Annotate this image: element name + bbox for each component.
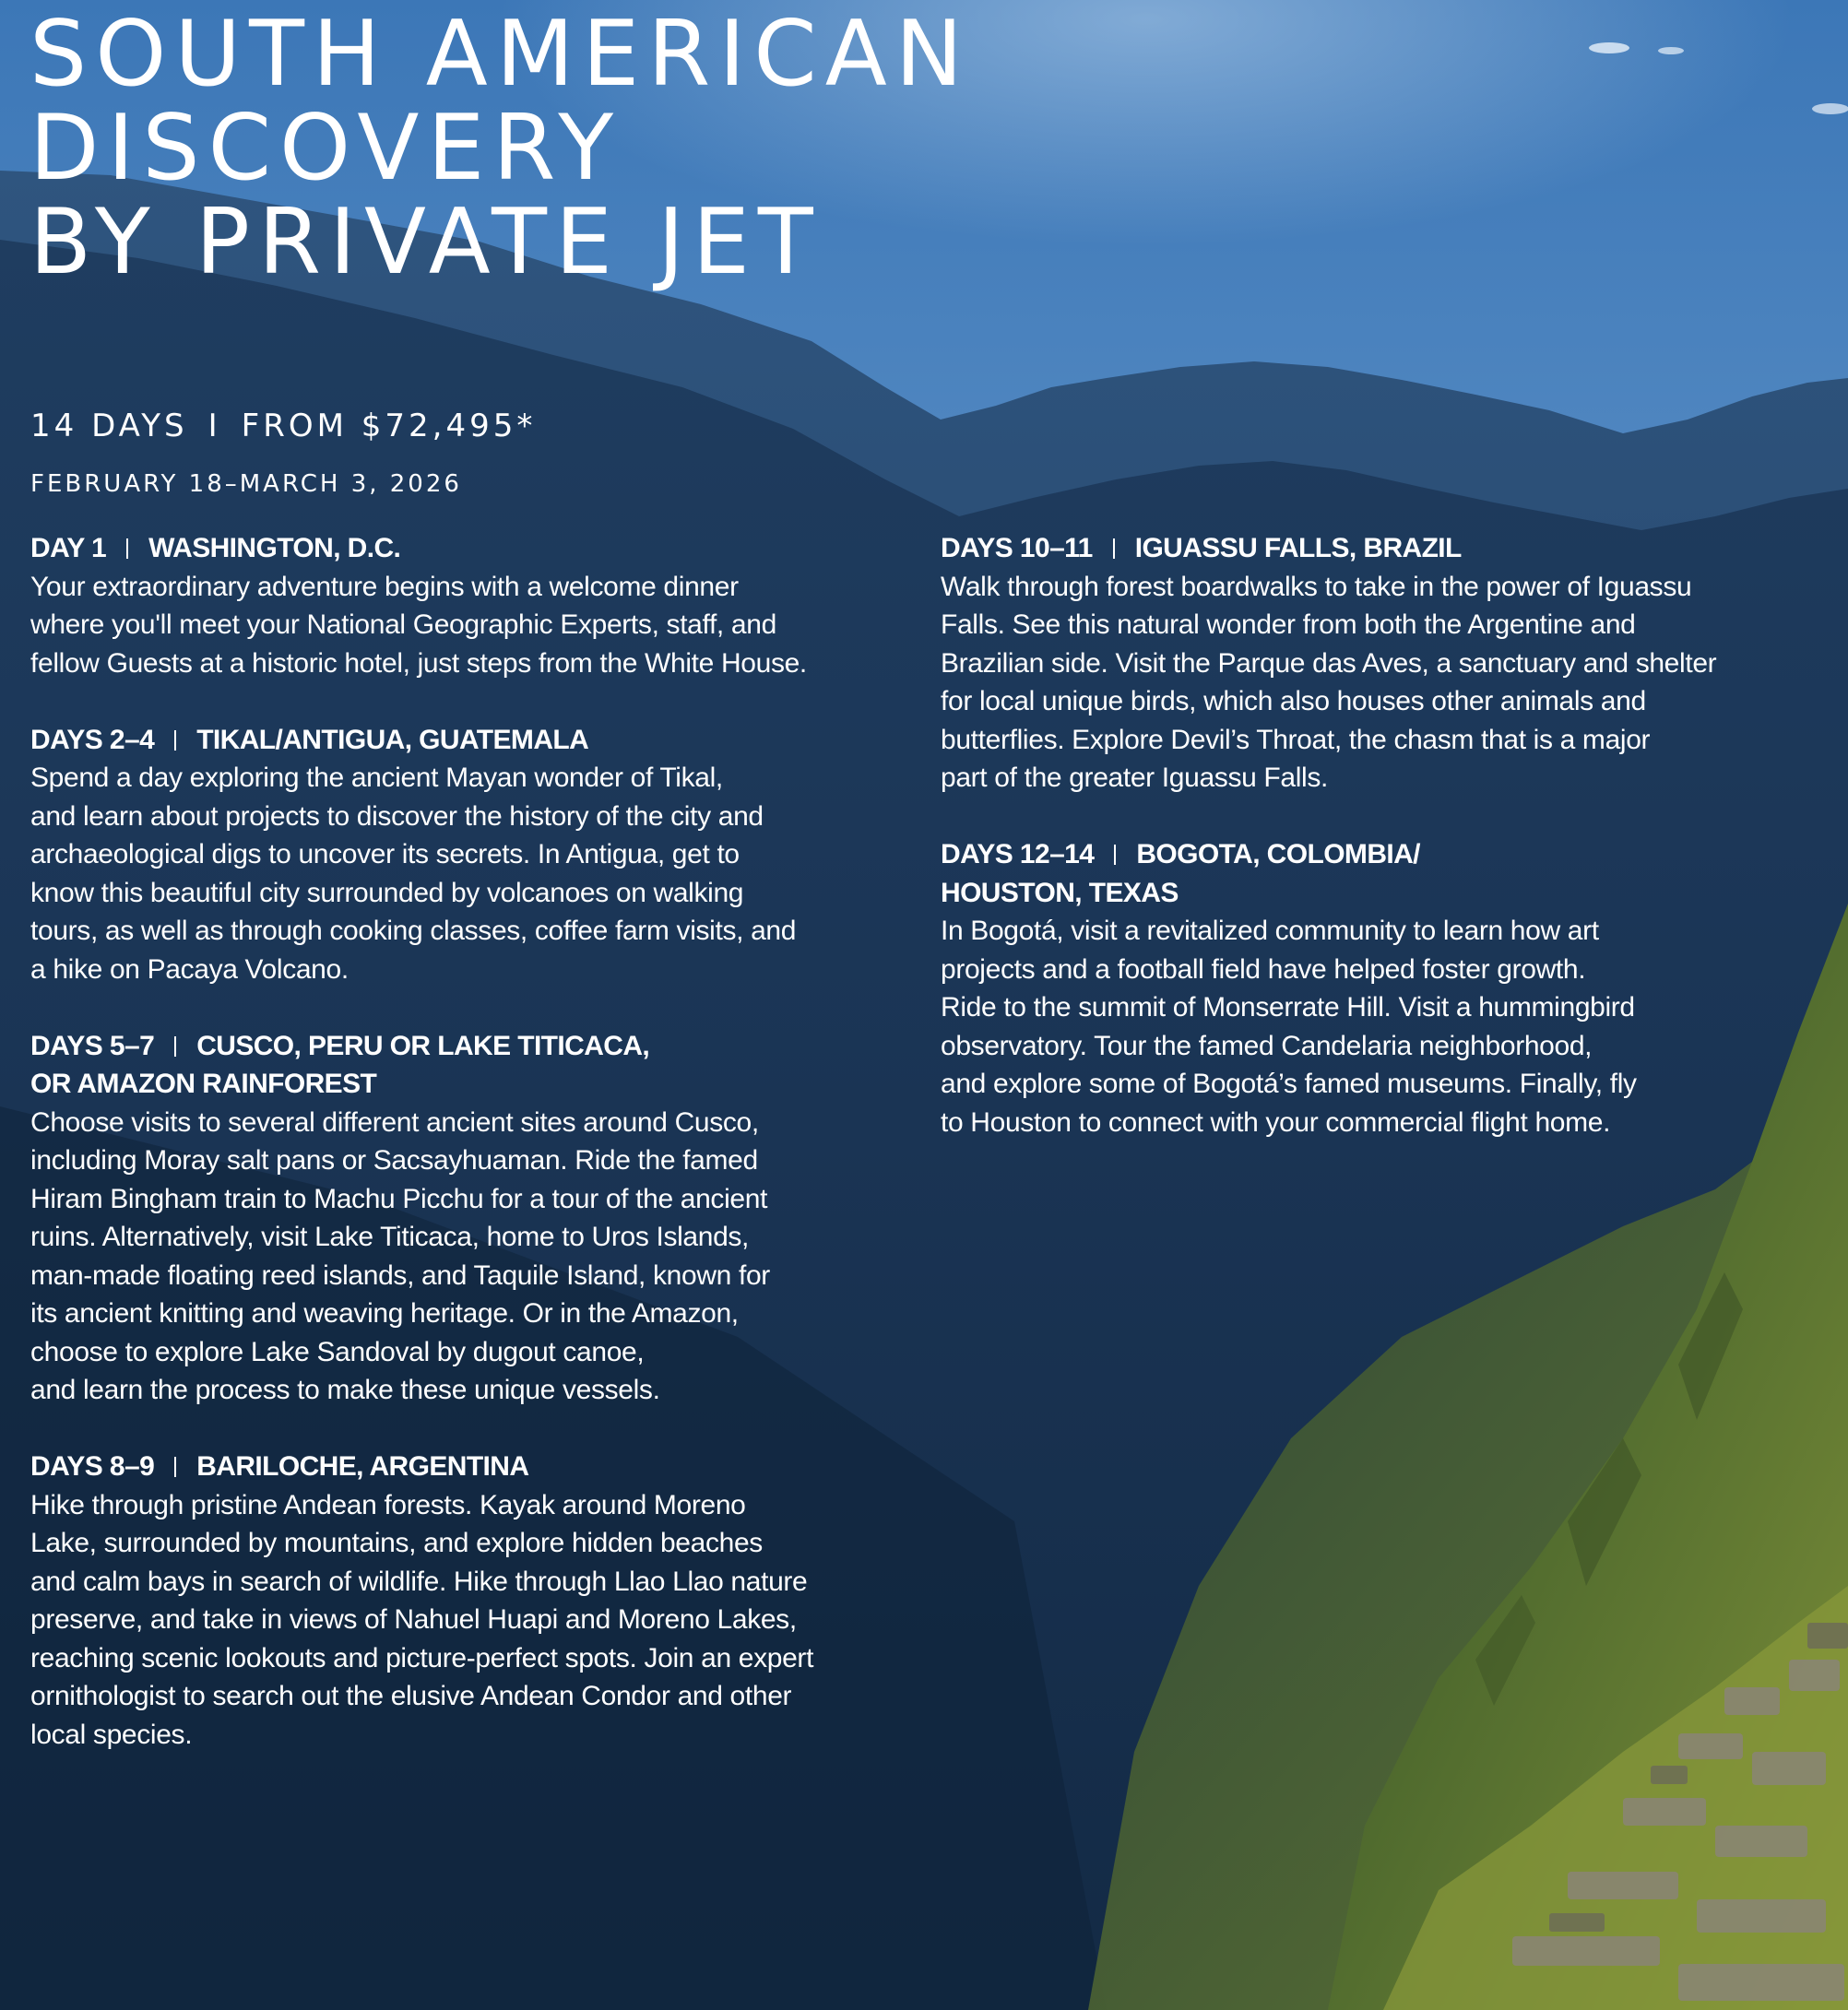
description-line: choose to explore Lake Sandoval by dugout canoe, xyxy=(30,1336,645,1367)
description-line: ruins. Alternatively, visit Lake Titicaca, home to Uros Islands, xyxy=(30,1222,750,1252)
title-line: BY PRIVATE JET xyxy=(30,190,822,295)
day-heading xyxy=(30,721,888,760)
description-line: archaeological digs to uncover its secrets. In Antigua, get to xyxy=(30,839,740,869)
itinerary-left-column xyxy=(30,529,888,1792)
description-line: know this beautiful city surrounded by volcanoes on walking xyxy=(30,877,744,908)
description-line: Lake, surrounded by mountains, and explore hidden beaches xyxy=(30,1528,763,1558)
description-line: local species. xyxy=(30,1719,193,1750)
description-line: tours, as well as through cooking classes, coffee farm visits, and xyxy=(30,916,797,946)
description-line: Choose visits to several different ancient sites around Cusco, xyxy=(30,1106,759,1138)
day-place: CUSCO, PERU OR LAKE TITICACA, xyxy=(196,1030,650,1061)
description-line: to Houston to connect with your commercial flight home. xyxy=(941,1106,1611,1138)
day-range: DAYS 12–14 xyxy=(941,839,1095,869)
description-line: Spend a day exploring the ancient Mayan wonder of Tikal, xyxy=(30,763,723,793)
day-description xyxy=(30,1486,888,1755)
day-description xyxy=(30,1104,888,1410)
day-description xyxy=(30,759,888,988)
day-heading xyxy=(941,529,1798,568)
trip-dates: FEBRUARY 18–MARCH 3, 2026 xyxy=(30,470,462,498)
description-line: and learn the process to make these unique vessels. xyxy=(30,1375,660,1405)
day-place: OR AMAZON RAINFOREST xyxy=(30,1069,377,1099)
itinerary-day xyxy=(30,1027,888,1410)
description-line: fellow Guests at a historic hotel, just steps from the White House. xyxy=(30,647,807,679)
description-line: Hike through pristine Andean forests. Kayak around Moreno xyxy=(30,1489,746,1520)
day-place: BOGOTA, COLOMBIA/ xyxy=(1136,839,1420,869)
description-line: Falls. See this natural wonder from both the Argentine and xyxy=(941,609,1636,640)
day-place: TIKAL/ANTIGUA, GUATEMALA xyxy=(196,724,589,755)
day-heading xyxy=(30,1448,888,1486)
description-line: and calm bays in search of wildlife. Hike through Llao Llao nature xyxy=(30,1566,808,1597)
description-line: part of the greater Iguassu Falls. xyxy=(941,763,1328,793)
heading-divider xyxy=(174,1036,176,1057)
description-line: Your extraordinary adventure begins with a welcome dinner xyxy=(30,571,739,602)
heading-divider xyxy=(1114,845,1116,865)
day-range: DAYS 8–9 xyxy=(30,1451,155,1482)
description-line: man-made floating reed islands, and Taquile Island, known for xyxy=(30,1259,770,1291)
day-heading xyxy=(30,529,888,568)
description-line: including Moray salt pans or Sacsayhuaman. Ride the famed xyxy=(30,1145,758,1176)
heading-divider xyxy=(174,1457,176,1477)
itinerary-day xyxy=(941,835,1798,1141)
trip-summary xyxy=(30,408,536,444)
description-line: and explore some of Bogotá’s famed museums. Finally, fly xyxy=(941,1069,1637,1099)
description-line: for local unique birds, which also houses other animals and xyxy=(941,686,1646,716)
trip-price: FROM $72,495* xyxy=(241,408,537,444)
heading-divider xyxy=(1113,538,1115,559)
description-line: observatory. Tour the famed Candelaria neighborhood, xyxy=(941,1030,1593,1061)
day-range: DAYS 2–4 xyxy=(30,724,155,755)
description-line: a hike on Pacaya Volcano. xyxy=(30,953,349,985)
description-line: Brazilian side. Visit the Parque das Aves, a sanctuary and shelter xyxy=(941,647,1717,679)
trip-duration: 14 DAYS xyxy=(30,408,188,444)
heading-divider xyxy=(126,538,128,559)
description-line: where you'll meet your National Geographic Experts, staff, and xyxy=(30,609,776,640)
itinerary-day xyxy=(30,529,888,682)
description-line: its ancient knitting and weaving heritage. Or in the Amazon, xyxy=(30,1298,739,1329)
day-range: DAYS 10–11 xyxy=(941,533,1093,563)
day-description xyxy=(941,568,1798,798)
description-line: butterflies. Explore Devil’s Throat, the chasm that is a major xyxy=(941,724,1651,755)
day-place: HOUSTON, TEXAS xyxy=(941,877,1179,908)
page-title xyxy=(30,2,972,295)
day-place: BARILOCHE, ARGENTINA xyxy=(196,1451,529,1482)
itinerary-day xyxy=(30,1448,888,1754)
description-line: and learn about projects to discover the history of the city and xyxy=(30,800,764,832)
day-description xyxy=(941,912,1798,1141)
description-line: Ride to the summit of Monserrate Hill. Visit a hummingbird xyxy=(941,992,1635,1023)
itinerary-day xyxy=(30,721,888,989)
title-line: DISCOVERY xyxy=(30,96,622,201)
day-description xyxy=(30,568,888,683)
day-place: IGUASSU FALLS, BRAZIL xyxy=(1134,533,1462,563)
heading-divider xyxy=(174,730,176,751)
description-line: Hiram Bingham train to Machu Picchu for a tour of the ancient xyxy=(30,1183,768,1214)
description-line: preserve, and take in views of Nahuel Huapi and Moreno Lakes, xyxy=(30,1604,797,1635)
description-line: reaching scenic lookouts and picture-perfect spots. Join an expert xyxy=(30,1642,814,1673)
itinerary-day xyxy=(941,529,1798,798)
description-line: ornithologist to search out the elusive Andean Condor and other xyxy=(30,1681,792,1711)
day-range: DAY 1 xyxy=(30,533,107,563)
title-line: SOUTH AMERICAN xyxy=(30,2,972,107)
day-heading xyxy=(30,1027,888,1104)
day-heading xyxy=(941,835,1798,912)
description-line: projects and a football field have helped foster growth. xyxy=(941,953,1586,985)
day-heading-line xyxy=(30,1027,888,1066)
itinerary-right-column xyxy=(941,529,1798,1180)
summary-separator: I xyxy=(207,408,221,444)
day-heading-line xyxy=(941,835,1798,874)
day-range: DAYS 5–7 xyxy=(30,1030,155,1061)
description-line: Walk through forest boardwalks to take in the power of Iguassu xyxy=(941,571,1692,602)
description-line: In Bogotá, visit a revitalized community to learn how art xyxy=(941,916,1599,946)
day-place: WASHINGTON, D.C. xyxy=(148,533,401,563)
